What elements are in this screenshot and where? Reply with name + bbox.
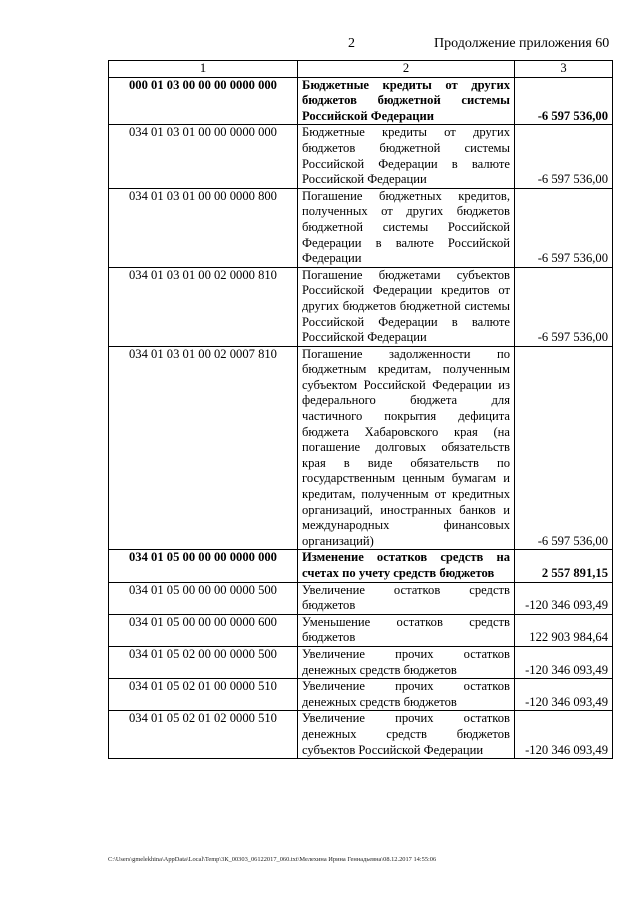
name-cell: Увеличение прочих остатков денежных средств бюджетов — [298, 679, 515, 711]
table-row — [109, 582, 613, 614]
code-cell: 034 01 05 02 01 02 0000 510 — [109, 711, 298, 759]
code-cell: 034 01 05 02 00 00 0000 500 — [109, 646, 298, 678]
amount-cell: -120 346 093,49 — [515, 582, 613, 614]
continuation-title: Продолжение приложения 60 — [434, 36, 610, 51]
table-row — [109, 646, 613, 678]
column-header-2: 2 — [298, 61, 515, 78]
column-header-1: 1 — [109, 61, 298, 78]
name-cell: Уменьшение остатков средств бюджетов — [298, 614, 515, 646]
amount-cell: -6 597 536,00 — [515, 188, 613, 267]
code-cell: 034 01 03 01 00 00 0000 000 — [109, 125, 298, 188]
amount-cell: 2 557 891,15 — [515, 550, 613, 582]
amount-cell: -6 597 536,00 — [515, 267, 613, 346]
amount-cell: -6 597 536,00 — [515, 346, 613, 550]
amount-cell: -6 597 536,00 — [515, 77, 613, 125]
code-cell: 000 01 03 00 00 00 0000 000 — [109, 77, 298, 125]
table-row — [109, 346, 613, 550]
name-cell: Бюджетные кредиты от других бюджетов бюджетной системы Российской Федерации в валюте Российской Федерации — [298, 125, 515, 188]
amount-cell: -120 346 093,49 — [515, 711, 613, 759]
name-cell: Погашение бюджетами субъектов Российской Федерации кредитов от других бюджетов бюджетной системы Российской Федерации в валюте Российской Федерации — [298, 267, 515, 346]
file-path-footer: C:\Users\gmelekhina\AppData\Local\Temp\3К_00303_06122017_060.txt\Мелехина Ирина Геннадьевна\08.12.2017 14:55:06 — [108, 856, 437, 863]
amount-cell: 122 903 984,64 — [515, 614, 613, 646]
page-number: 2 — [348, 36, 355, 51]
code-cell: 034 01 03 01 00 02 0007 810 — [109, 346, 298, 550]
column-header-3: 3 — [515, 61, 613, 78]
table-row — [109, 711, 613, 759]
amount-cell: -6 597 536,00 — [515, 125, 613, 188]
code-cell: 034 01 03 01 00 02 0000 810 — [109, 267, 298, 346]
table-row — [109, 188, 613, 267]
name-cell: Увеличение прочих остатков денежных средств бюджетов — [298, 646, 515, 678]
code-cell: 034 01 05 00 00 00 0000 600 — [109, 614, 298, 646]
column-number-row — [109, 61, 613, 78]
table-row — [109, 614, 613, 646]
name-cell: Изменение остатков средств на счетах по учету средств бюджетов — [298, 550, 515, 582]
table-row — [109, 77, 613, 125]
name-cell: Погашение бюджетных кредитов, полученных от других бюджетов бюджетной системы Российской Федерации в валюте Российской Федерации — [298, 188, 515, 267]
code-cell: 034 01 05 02 01 00 0000 510 — [109, 679, 298, 711]
name-cell: Бюджетные кредиты от других бюджетов бюджетной системы Российской Федерации — [298, 77, 515, 125]
table-row — [109, 125, 613, 188]
table-row — [109, 550, 613, 582]
code-cell: 034 01 05 00 00 00 0000 000 — [109, 550, 298, 582]
table-row — [109, 267, 613, 346]
amount-cell: -120 346 093,49 — [515, 679, 613, 711]
code-cell: 034 01 03 01 00 00 0000 800 — [109, 188, 298, 267]
code-cell: 034 01 05 00 00 00 0000 500 — [109, 582, 298, 614]
name-cell: Увеличение прочих остатков денежных средств бюджетов субъектов Российской Федерации — [298, 711, 515, 759]
amount-cell: -120 346 093,49 — [515, 646, 613, 678]
budget-table — [108, 60, 613, 759]
name-cell: Погашение задолженности по бюджетным кредитам, полученным субъектом Российской Федерации из федерального бюджета для частичного покрытия дефицита бюджета Хабаровского края (на погашение долговых обязательств края в виде обязательств по государственным ценным бумагам и кредитам, полученным от кредитных организаций, иностранных банков и международных финансовых организаций) — [298, 346, 515, 550]
table-row — [109, 679, 613, 711]
name-cell: Увеличение остатков средств бюджетов — [298, 582, 515, 614]
